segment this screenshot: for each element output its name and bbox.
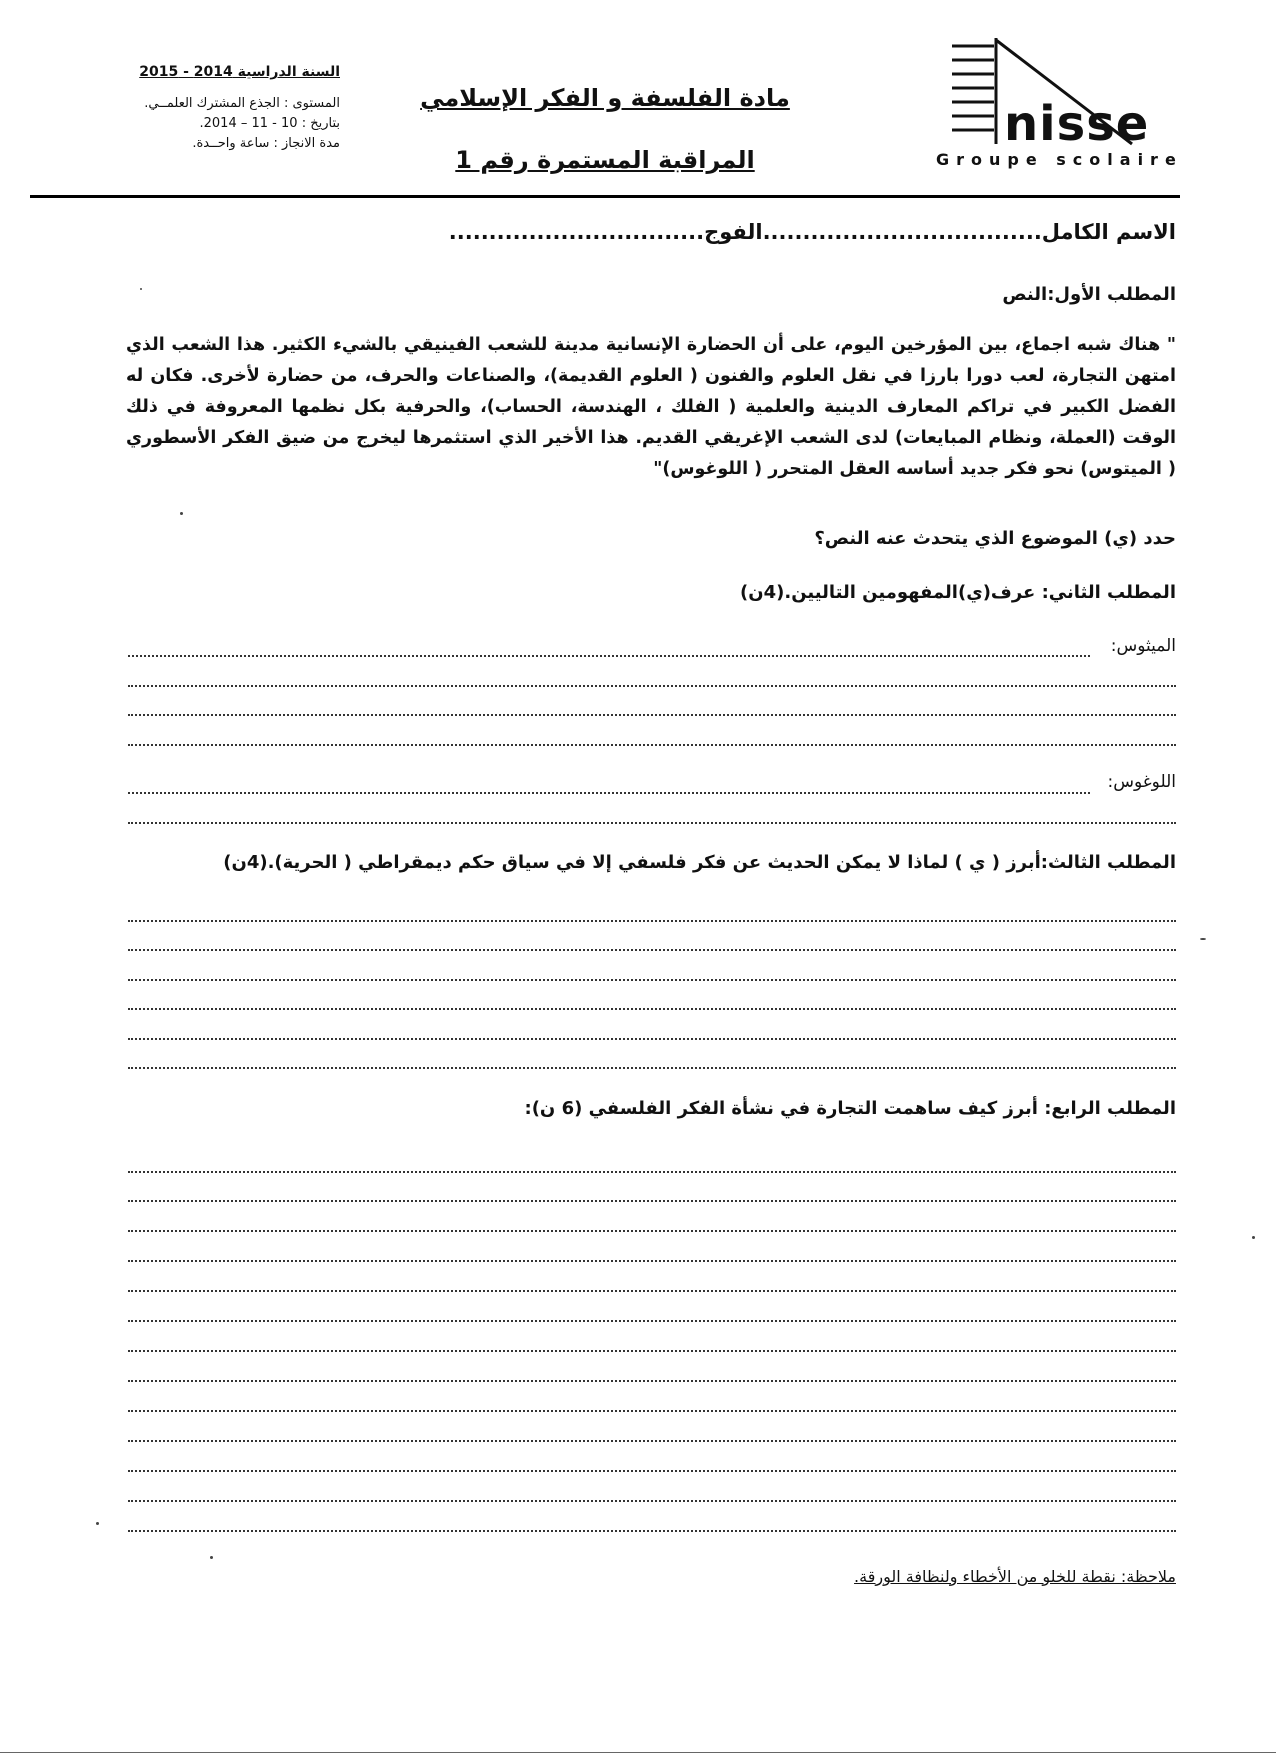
answer-line[interactable] [128,1038,1176,1040]
scan-speck [1200,938,1206,940]
footer-note: ملاحظة: نقطة للخلو من الأخطاء ولنظافة الورقة. [854,1567,1176,1586]
scan-speck [140,288,142,290]
answer-line[interactable] [128,1410,1176,1412]
answer-line[interactable] [128,1350,1176,1352]
part1-title: المطلب الأول:النص [1002,284,1176,305]
answer-line[interactable] [128,1290,1176,1292]
answer-line[interactable] [128,1230,1176,1232]
logo-name: nisse [1004,96,1150,152]
answer-line[interactable] [128,1320,1176,1322]
exam-title: المراقبة المستمرة رقم 1 [455,146,755,174]
answer-line[interactable] [128,949,1176,951]
date-line: بتاريخ : 10 - 11 – 2014. [199,116,340,131]
answer-line[interactable] [128,1470,1176,1472]
group-label: الفوج [704,220,763,244]
answer-line[interactable] [128,685,1176,687]
scan-edge [0,1752,1276,1753]
answer-line[interactable] [128,1067,1176,1069]
scan-speck [180,512,183,515]
part1-question: حدد (ي) الموضوع الذي يتحدث عنه النص؟ [814,528,1176,549]
answer-line[interactable] [128,1500,1176,1502]
answer-line[interactable] [128,1380,1176,1382]
answer-line[interactable] [128,1008,1176,1010]
answer-line[interactable] [128,744,1176,746]
answer-line[interactable] [128,792,1090,794]
term-logos-label: اللوغوس: [1107,772,1176,792]
passage-text: " هناك شبه اجماع، بين المؤرخين اليوم، على أن الحضارة الإنسانية مدينة للشعب الفينيقي بالشيء الكثير. هذا الشعب الذي امتهن التجارة، لعب دورا بارزا في نقل العلوم والفنون ( العلوم القديمة)، والصناعات والحرف، من حضارة لأخرى. فكان له الفضل الكبير في تراكم المعارف الدينية والعلمية ( الفلك ، الهندسة، الحساب)، والحرفية بكل نظمها المعروفة في ذلك الوقت (العملة، ونظام المبايعات) لدى الشعب الإغريقي القديم. هذا الأخير الذي استثمرها ليخرج من ضيق الفكر الأسطوري ( الميتوس) نحو فكر جديد أساسه العقل المتحرر ( اللوغوس)" [126,335,1176,479]
header-divider [30,195,1180,198]
answer-line[interactable] [128,822,1176,824]
student-info-row [116,220,1176,244]
full-name-field[interactable]: ................................... [762,220,1042,244]
exam-info-block [70,62,340,154]
part2-title: المطلب الثاني: عرف(ي)المفهومين التاليين.(4ن) [740,582,1176,603]
answer-line[interactable] [128,1171,1176,1173]
answer-line[interactable] [128,920,1176,922]
answer-line[interactable] [128,979,1176,981]
term-mythos-label: الميثوس: [1110,636,1176,656]
scan-speck [1252,1236,1255,1239]
subject-title: مادة الفلسفة و الفكر الإسلامي [420,84,790,112]
answer-line[interactable] [128,1200,1176,1202]
logo-subtitle: Groupe scolaire [936,150,1183,169]
school-year: السنة الدراسية 2014 - 2015 [139,64,340,80]
part3-title: المطلب الثالث:أبرز ( ي ) لماذا لا يمكن الحديث عن فكر فلسفي إلا في سياق حكم ديمقراطي ( الحرية).(4ن) [223,852,1176,873]
scan-speck [96,1522,99,1525]
level-line: المستوى : الجذع المشترك العلمــي. [144,96,340,111]
group-field[interactable]: ................................ [448,220,705,244]
full-name-label: الاسم الكامل [1041,220,1176,244]
answer-line[interactable] [128,714,1176,716]
part4-title: المطلب الرابع: أبرز كيف ساهمت التجارة في نشأة الفكر الفلسفي (6 ن): [524,1098,1176,1119]
answer-line[interactable] [128,1530,1176,1532]
answer-line[interactable] [128,655,1090,657]
answer-line[interactable] [128,1260,1176,1262]
scan-speck [210,1556,213,1559]
duration-line: مدة الانجاز : ساعة واحــدة. [192,136,340,151]
answer-line[interactable] [128,1440,1176,1442]
school-logo [932,32,1183,174]
